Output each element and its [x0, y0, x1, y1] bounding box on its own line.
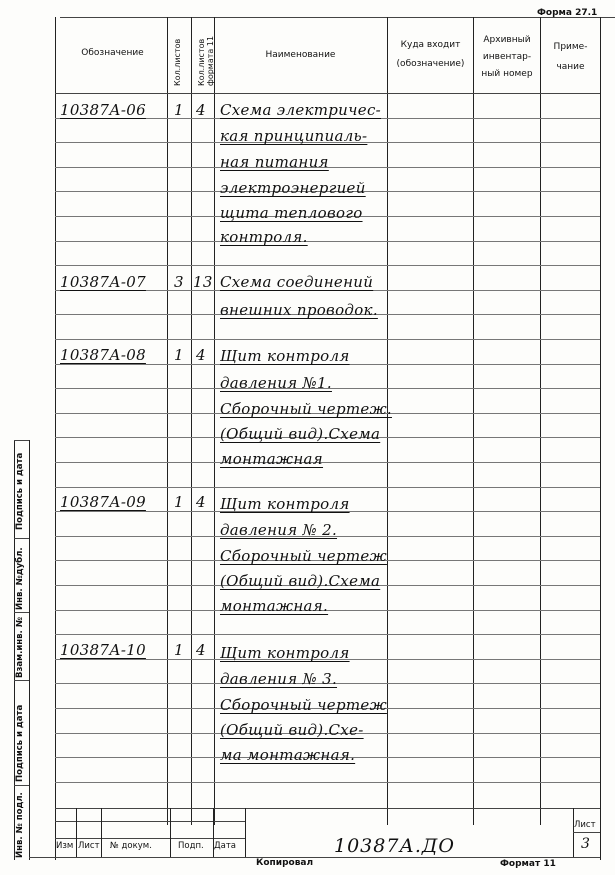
header-where-line1: Куда входит [400, 40, 461, 50]
stamp-divider [170, 808, 171, 857]
stamp-divider [245, 808, 246, 857]
stamp-row-line [55, 821, 245, 822]
col-divider-format [214, 17, 215, 825]
stamp-bottom-line [29, 857, 600, 858]
header-archive-line1: Архивный [483, 35, 531, 45]
header-designation: Обозначение [81, 48, 144, 58]
side-label-sign-date-1: Подпись и дата [15, 704, 25, 782]
entry-name-line: щита теплового [220, 204, 363, 222]
entry-name-line: Сборочный чертеж [220, 696, 387, 714]
header-archive-line2: инвентар- [482, 52, 532, 62]
entry-name-line: Щит контроля [220, 495, 350, 513]
stamp-izm: Изм [56, 841, 74, 851]
stamp-sheet-line [573, 832, 600, 833]
header-note-line1: Приме- [553, 42, 588, 52]
side-label-inv-dubl: Инв. №дубл. [15, 547, 25, 610]
margin-divider [14, 612, 29, 613]
stamp-sign: Подп. [178, 841, 204, 851]
frame-top-line [60, 17, 615, 18]
entry-name-line: контроля. [220, 228, 308, 246]
stamp-sheet-number: 3 [581, 836, 590, 852]
stamp-sheet-label: Лист [574, 820, 596, 830]
entry-sheets: 1 [174, 101, 184, 119]
entry-designation: 10387А-10 [60, 641, 146, 659]
margin-divider [14, 785, 29, 786]
entry-name-line: Щит контроля [220, 347, 350, 365]
stamp-designation: 10387А.ДО [334, 835, 455, 857]
side-label-sign-date-2: Подпись и дата [15, 452, 25, 530]
entry-format: 4 [196, 346, 206, 364]
row-rule-line [55, 265, 600, 266]
entry-name-line: внешних проводок. [220, 301, 378, 319]
col-divider-designation [167, 17, 168, 825]
margin-divider [14, 680, 29, 681]
row-rule-line [55, 241, 600, 242]
stamp-top-line [55, 808, 600, 809]
entry-sheets: 1 [174, 493, 184, 511]
entry-name-line: Схема электричес- [220, 101, 382, 119]
entry-name-line: давления № 3. [220, 670, 338, 688]
entry-format: 4 [196, 641, 206, 659]
margin-divider [14, 440, 29, 441]
copied-label: Копировал [256, 858, 314, 868]
col-divider-archive [540, 17, 541, 825]
stamp-list: Лист [78, 841, 100, 851]
entry-sheets: 3 [174, 273, 184, 291]
entry-sheets: 1 [174, 641, 184, 659]
entry-name-line: ная питания [220, 153, 329, 171]
form-label-bottom: Формат 11 [500, 859, 556, 869]
entry-name-line: (Общий вид).Схема [220, 572, 381, 590]
entry-name-line: Щит контроля [220, 644, 350, 662]
entry-designation: 10387А-09 [60, 493, 146, 511]
entry-format: 4 [196, 493, 206, 511]
entry-name-line: (Общий вид).Схе- [220, 721, 364, 739]
row-rule-line [55, 462, 600, 463]
entry-name-line: Сборочный чертеж. [220, 400, 392, 418]
entry-format: 13 [193, 273, 213, 291]
entry-name-line: давления № 2. [220, 521, 338, 539]
header-sheets-format: Кол.листов формата 11 [197, 35, 215, 86]
header-bottom-line [55, 93, 600, 94]
stamp-date: Дата [214, 841, 237, 851]
entry-designation: 10387А-06 [60, 101, 146, 119]
entry-name-line: давления №1. [220, 374, 332, 392]
col-divider-sheets [191, 17, 192, 825]
col-divider-name [387, 17, 388, 825]
entry-name-line: электроэнергией [220, 179, 366, 197]
entry-name-line: ма монтажная. [220, 746, 356, 764]
entry-name-line: монтажная. [220, 597, 329, 615]
header-where-line2: (обозначение) [396, 59, 465, 69]
entry-name-line: Схема соединений [220, 273, 374, 291]
entry-format: 4 [196, 101, 206, 119]
form-label-top: Форма 27.1 [537, 8, 598, 18]
side-label-inv-podl: Инв. № подл. [15, 792, 25, 858]
header-archive-line3: ный номер [481, 69, 533, 79]
side-label-vzam-inv: Взам.инв. № [15, 617, 25, 678]
entry-sheets: 1 [174, 346, 184, 364]
row-rule-line [55, 782, 600, 783]
entry-name-line: кая принципиаль- [220, 127, 368, 145]
col-divider-where [473, 17, 474, 825]
header-sheets-count: Кол.листов [173, 38, 182, 86]
header-note-line2: чание [556, 62, 585, 72]
stamp-doc-no: № докум. [110, 841, 152, 851]
row-rule-line [55, 339, 600, 340]
margin-divider [14, 538, 29, 539]
frame-right-line [600, 17, 601, 860]
row-rule-line [55, 487, 600, 488]
stamp-row-line-2 [55, 838, 245, 839]
stamp-divider [76, 808, 77, 857]
entry-name-line: (Общий вид).Схема [220, 425, 381, 443]
entry-designation: 10387А-08 [60, 346, 146, 364]
entry-name-line: Сборочный чертеж [220, 547, 387, 565]
stamp-divider [101, 808, 102, 857]
entry-designation: 10387А-07 [60, 273, 146, 291]
entry-name-line: монтажная [220, 450, 324, 468]
header-name: Наименование [265, 50, 336, 60]
margin-strip-line-2 [29, 440, 30, 860]
row-rule-line [55, 634, 600, 635]
